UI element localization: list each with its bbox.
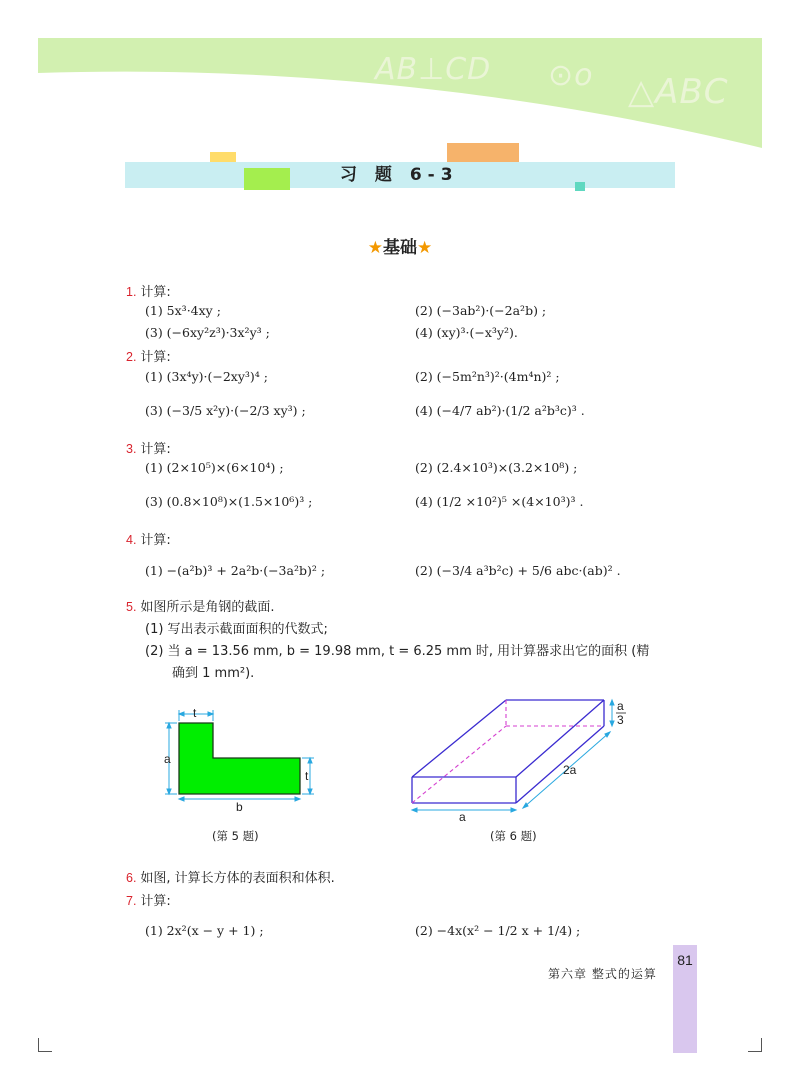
arrow-head xyxy=(167,789,171,794)
label-a-bottom: a xyxy=(459,810,466,824)
problem-text: 计算: xyxy=(140,285,171,300)
problem-2-header xyxy=(126,346,171,365)
problem-number: 6. xyxy=(126,871,137,885)
label-2a: 2a xyxy=(563,763,577,777)
problem-number: 4. xyxy=(126,533,137,547)
problem-1-part-3: (3) (−6xy²z³)·3x²y³ ; xyxy=(145,325,270,340)
label-t-top: t xyxy=(193,706,197,720)
label-a: a xyxy=(164,752,171,766)
arrow-head xyxy=(610,700,614,705)
problem-number: 3. xyxy=(126,442,137,456)
problem-4-header xyxy=(126,529,171,548)
arrow-head xyxy=(179,797,184,801)
problem-text: 如图所示是角钢的截面. xyxy=(140,600,275,615)
problem-5-part-2-cont: 确到 1 mm²). xyxy=(172,666,255,681)
label-t-side: t xyxy=(305,769,309,783)
problem-3-header xyxy=(126,438,171,457)
sticky-note-teal xyxy=(575,182,585,191)
problem-5-part-1: (1) 写出表示截面面积的代数式; xyxy=(145,622,328,637)
problem-number: 5. xyxy=(126,600,137,614)
problem-1-part-1: (1) 5x³·4xy ; xyxy=(145,303,221,318)
figure-5-angle-steel xyxy=(160,705,320,815)
problem-number: 7. xyxy=(126,894,137,908)
crop-mark-bottom-right xyxy=(761,1038,762,1052)
chapter-footer: 第六章 整式的运算 xyxy=(548,967,657,981)
problem-text: 计算: xyxy=(140,350,171,365)
problem-3-part-3: (3) (0.8×10⁸)×(1.5×10⁶)³ ; xyxy=(145,494,313,509)
problem-text: 如图, 计算长方体的表面积和体积. xyxy=(140,871,335,886)
figure-6-cuboid xyxy=(405,690,645,825)
arrow-head xyxy=(167,723,171,728)
problem-text: 计算: xyxy=(140,442,171,457)
section-title: 基础 xyxy=(383,238,417,258)
header-deco-perpendicular: AB⊥CD xyxy=(375,52,492,87)
problem-2-part-1: (1) (3x⁴y)·(−2xy³)⁴ ; xyxy=(145,369,268,384)
arrow-head xyxy=(295,797,300,801)
arrow-head xyxy=(610,721,614,726)
problem-4-part-2: (2) (−3/4 a³b²c) + 5/6 abc·(ab)² . xyxy=(415,563,621,578)
arrow-head xyxy=(308,789,312,794)
header-deco-triangle: △ABC xyxy=(628,72,729,112)
problem-1-part-2: (2) (−3ab²)·(−2a²b) ; xyxy=(415,303,547,318)
problem-3-part-4: (4) (1/2 ×10²)⁵ ×(4×10³)³ . xyxy=(415,494,584,509)
problem-5-header xyxy=(126,596,275,615)
problem-2-part-2: (2) (−5m²n³)²·(4m⁴n)² ; xyxy=(415,369,560,384)
crop-mark-bottom-left-h xyxy=(38,1051,52,1052)
box-edge xyxy=(412,700,506,777)
arrow-head xyxy=(179,712,184,716)
arrow-head xyxy=(511,808,516,812)
problem-text: 计算: xyxy=(140,533,171,548)
problem-5-part-2: (2) 当 a = 13.56 mm, b = 19.98 mm, t = 6.25 mm 时, 用计算器求出它的面积 (精 xyxy=(145,644,650,659)
exercise-title: 习 题 6-3 xyxy=(340,165,459,185)
problem-1-header xyxy=(126,281,171,300)
problem-number: 1. xyxy=(126,285,137,299)
box-edge xyxy=(516,726,604,803)
hidden-edge xyxy=(412,726,506,803)
arrow-head xyxy=(208,712,213,716)
problem-3-part-1: (1) (2×10⁵)×(6×10⁴) ; xyxy=(145,460,284,475)
star-icon: ★ xyxy=(417,238,433,258)
problem-text: 计算: xyxy=(140,894,171,909)
problem-3-part-2: (2) (2.4×10³)×(3.2×10⁸) ; xyxy=(415,460,578,475)
problem-7-part-2: (2) −4x(x² − 1/2 x + 1/4) ; xyxy=(415,923,581,938)
crop-mark-bottom-left xyxy=(38,1038,39,1052)
problem-7-part-1: (1) 2x²(x − y + 1) ; xyxy=(145,923,264,938)
problem-2-part-3: (3) (−3/5 x²y)·(−2/3 xy³) ; xyxy=(145,403,306,418)
angle-steel-section xyxy=(179,723,300,794)
page-number: 81 xyxy=(677,952,693,968)
problem-4-part-1: (1) −(a²b)³ + 2a²b·(−3a²b)² ; xyxy=(145,563,326,578)
label-a-denominator: 3 xyxy=(617,713,624,727)
section-heading xyxy=(0,233,800,258)
figure-5-caption: (第 5 题) xyxy=(212,829,259,843)
arrow-head xyxy=(412,808,417,812)
star-icon: ★ xyxy=(367,238,383,258)
crop-mark-bottom-right-h xyxy=(748,1051,762,1052)
box-edge xyxy=(516,700,604,777)
arrow-head xyxy=(308,758,312,763)
figure-6-caption: (第 6 题) xyxy=(490,829,537,843)
sticky-note-green xyxy=(244,168,290,190)
problem-number: 2. xyxy=(126,350,137,364)
label-a-numerator: a xyxy=(617,699,624,713)
problem-7-header xyxy=(126,890,171,909)
problem-6-header xyxy=(126,867,335,886)
problem-1-part-4: (4) (xy)³·(−x³y²). xyxy=(415,325,518,340)
header-deco-circle: ⊙o xyxy=(548,58,594,93)
problem-2-part-4: (4) (−4/7 ab²)·(1/2 a²b³c)³ . xyxy=(415,403,585,418)
label-b: b xyxy=(236,800,243,814)
